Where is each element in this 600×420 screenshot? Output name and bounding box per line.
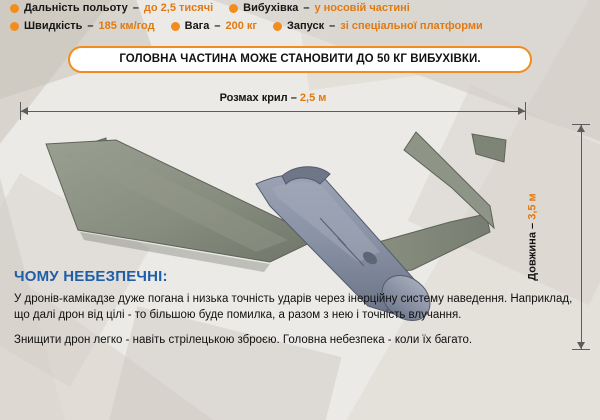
length-label (526, 193, 538, 280)
spec-label: Вибухівка (243, 2, 299, 14)
spec-label: Вага (184, 20, 210, 32)
spec-item-weight (171, 20, 257, 32)
length-value: 3,5 м (526, 193, 539, 220)
orange-dot-icon (10, 4, 19, 13)
orange-dot-icon (229, 4, 238, 13)
length-label-text: Довжина (526, 232, 539, 281)
spec-item-range (10, 2, 213, 14)
spec-label: Дальність польоту (24, 2, 128, 14)
spec-dash: – (132, 2, 139, 14)
orange-dot-icon (10, 22, 19, 31)
wingspan-label-text: Розмах крил (219, 92, 288, 104)
headline-callout: ГОЛОВНА ЧАСТИНА МОЖЕ СТАНОВИТИ ДО 50 КГ ВИБУХІВКИ. (68, 46, 532, 73)
orange-dot-icon (171, 22, 180, 31)
spec-item-launch (273, 20, 483, 32)
spec-value: 185 км/год (98, 20, 155, 32)
arrow-up-icon (577, 125, 585, 132)
spec-item-explosive (229, 2, 410, 14)
wingspan-dash: – (290, 92, 297, 104)
spec-value: у носовій частині (314, 2, 410, 14)
spec-row-2 (0, 14, 600, 32)
length-dash: – (526, 222, 539, 229)
spec-value: до 2,5 тисячі (143, 2, 214, 14)
spec-dash: – (329, 20, 336, 32)
length-tick-bottom (572, 349, 590, 350)
spec-label: Швидкість (24, 20, 83, 32)
wingspan-label (18, 92, 528, 104)
drone-right-winglet (472, 134, 506, 162)
why-dangerous-title: ЧОМУ НЕБЕЗПЕЧНІ: (14, 268, 168, 285)
why-paragraph: У дронів-камікадзе дуже погана і низька точність ударів через інерційну систему наведення. Наприклад, що далі дрон від цілі - то більшою буде помилка, а разом з нею і точність влучання. (14, 293, 573, 321)
why-dangerous-body (14, 292, 586, 349)
spec-dash: – (214, 20, 221, 32)
spec-value: зі спеціальної платформи (340, 20, 483, 32)
why-paragraph: Знищити дрон легко - навіть стрілецькою зброєю. Головна небезпека - коли їх багато. (14, 334, 473, 346)
spec-strip (0, 0, 600, 32)
spec-dash: – (87, 20, 94, 32)
orange-dot-icon (273, 22, 282, 31)
spec-value: 200 кг (225, 20, 258, 32)
spec-item-speed (10, 20, 155, 32)
spec-row-1 (0, 0, 600, 14)
spec-label: Запуск (287, 20, 325, 32)
spec-dash: – (303, 2, 310, 14)
wingspan-value: 2,5 м (299, 92, 327, 104)
